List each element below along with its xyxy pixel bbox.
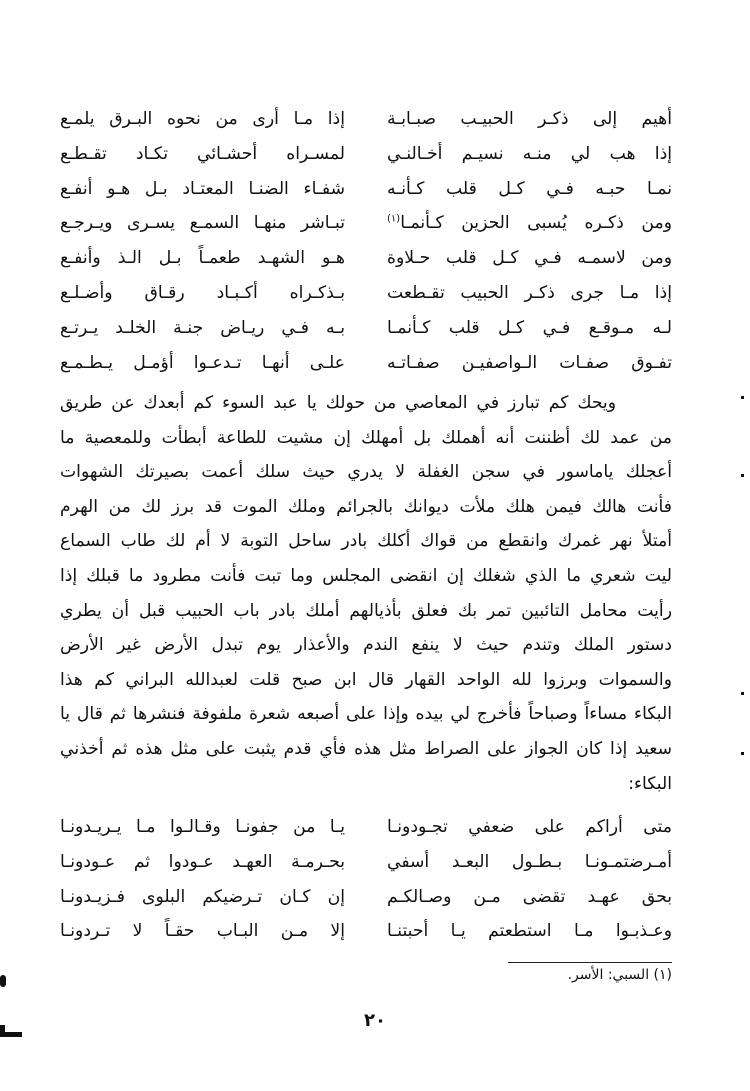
- second-hemistich: هـو الشهـد طعمـاً بـل الـذ وأنفـع: [60, 248, 345, 269]
- second-hemistich: إذا مـا أرى من نحوه البـرق يلمـع: [60, 109, 345, 129]
- second-hemistich: شفـاء الضنـا المعتـاد بـل هـو أنفـع: [60, 178, 345, 199]
- first-hemistich: أهيم إلى ذكـر الحبيـب صبـابـة: [387, 109, 672, 129]
- scan-dot: [741, 692, 744, 695]
- prose-line: رأيت محامل التائبين تمر بك فعلق بأذيالهم أملك بادر باب الحبيب قبل أن يطري: [60, 600, 672, 621]
- verse-row: [60, 276, 672, 311]
- verse-row: [60, 845, 672, 880]
- verse-row: [60, 137, 672, 172]
- first-hemistich: ومن لاسمـه فـي كـل قلب حـلاوة: [387, 248, 672, 269]
- verse-row: [60, 914, 672, 949]
- verse-row: [60, 311, 672, 346]
- second-hemistich: إن كـان تـرضيكم البلوى فـزيـدونـا: [60, 886, 345, 907]
- prose-line: دستور الملك وتندم حيث لا ينفع الندم والأعذار يوم تبدل الأرض غير الأرض: [60, 635, 672, 656]
- hemistich-text: ومن ذكـره يُسبى الحزين كـأنمـا: [400, 213, 672, 234]
- first-hemistich: [387, 206, 672, 241]
- footnote: (١) السبي: الأسر.: [567, 967, 672, 983]
- first-hemistich: أمـرضتمـونـا بـطـول البعـد أسفي: [387, 851, 672, 872]
- second-hemistich: علـى أنهـا تـدعـوا أؤمـل يـطـمـع: [60, 352, 345, 373]
- first-hemistich: نمـا حبـه فـي كـل قلب كـأنـه: [387, 178, 672, 199]
- second-hemistich: بـذكـراه أكـبـاد رقـاق وأضـلـع: [60, 282, 345, 303]
- second-hemistich: يـا من جفونـا وقـالـوا مـا يـريـدونـا: [60, 817, 345, 837]
- prose-line: فأنت هالك فيمن هلك ملأت ديوانك بالجرائم وملك الموت قد برز لك من الهرم: [60, 496, 672, 517]
- prose-line: البكاء مساءاً وصباحاً فأخرج لي بيده وإذا على أصبعه شعرة ملفوفة فنشرها ثم قال يا: [60, 704, 672, 725]
- second-hemistich: بحـرمـة العهـد عـودوا ثم عـودونـا: [60, 851, 345, 872]
- first-hemistich: وعـذبـوا مـا استطعتم يـا أحبتنـا: [387, 921, 672, 942]
- verse-row: [60, 880, 672, 915]
- second-hemistich: بـه فـي ريـاض جنـة الخلـد يـرتـع: [60, 317, 345, 338]
- first-hemistich: بحق عهـد تقضى مـن وصـالكـم: [387, 886, 672, 907]
- scan-edge-mark: [0, 1025, 5, 1035]
- verse-row: [60, 241, 672, 276]
- verse-row: [60, 346, 672, 381]
- prose-line: ليت شعري ما الذي شغلك إن انقضى المجلس وما تبت فأنت مطرود ما قبلك إذا: [60, 565, 672, 586]
- prose-line: أعجلك ياماسور في سجن الغفلة لا يدري حيث سلك أعمت بصيرتك الشهوات: [60, 462, 672, 483]
- footnote-marker: (١): [387, 213, 401, 225]
- prose-line: من عمد لك أظننت أنه أهملك بل أمهلك إن مشيت للطاعة أبطأت وللمعصية ما: [60, 427, 672, 448]
- second-hemistich: لمسـراه أحشـائي تكـاد تقـطـع: [60, 143, 345, 164]
- first-hemistich: تفـوق صفـات الـواصفيـن صفـاتـه: [387, 352, 672, 373]
- verse-row: [60, 206, 672, 241]
- scan-dot: [741, 474, 744, 477]
- prose-line: سعيد إذا كان الجواز على الصراط مثل هذه فأي قدم يثبت على مثل هذه ثم أخذني: [60, 738, 672, 759]
- scan-edge-mark: [0, 975, 6, 987]
- first-hemistich: لـه مـوقـع فـي كـل قلب كـأنمـا: [387, 317, 672, 338]
- scan-dot: [741, 396, 744, 399]
- second-hemistich: تبـاشر منهـا السمـع يسـرى ويـرجـع: [60, 213, 345, 234]
- first-hemistich: إذا مـا جرى ذكـر الحبيب تقـطعت: [387, 282, 672, 303]
- page-number: ٢٠: [364, 1010, 386, 1031]
- first-hemistich: متى أراكم على ضعفي تجـودونـا: [387, 817, 672, 837]
- verse-row: [60, 172, 672, 207]
- prose-line: ويحك كم تبارز في المعاصي من حولك يا عبد السوء كم أبعدك عن طريق: [60, 393, 616, 413]
- prose-line: أمتلأ نهر غمرك وانقطع من قواك أكلك بادر ساحل التوبة لا أم لك طاب السماع: [60, 531, 672, 552]
- scan-dot: [741, 752, 744, 755]
- poem-block-2: [60, 810, 672, 949]
- prose-paragraph: [60, 386, 672, 801]
- verse-row: [60, 102, 672, 137]
- prose-line: والسموات وبرزوا لله الواحد القهار قال ابن صبح قلت لعبدالله البراني كم هذا: [60, 669, 672, 690]
- footnote-separator: [508, 962, 672, 963]
- verse-row: [60, 810, 672, 845]
- prose-line: البكاء:: [628, 773, 672, 794]
- poem-block-1: [60, 102, 672, 380]
- first-hemistich: إذا هب لي منـه نسيـم أخـالنـي: [387, 143, 672, 164]
- second-hemistich: إلا مـن البـاب حقـاً لا تـردونـا: [60, 921, 345, 942]
